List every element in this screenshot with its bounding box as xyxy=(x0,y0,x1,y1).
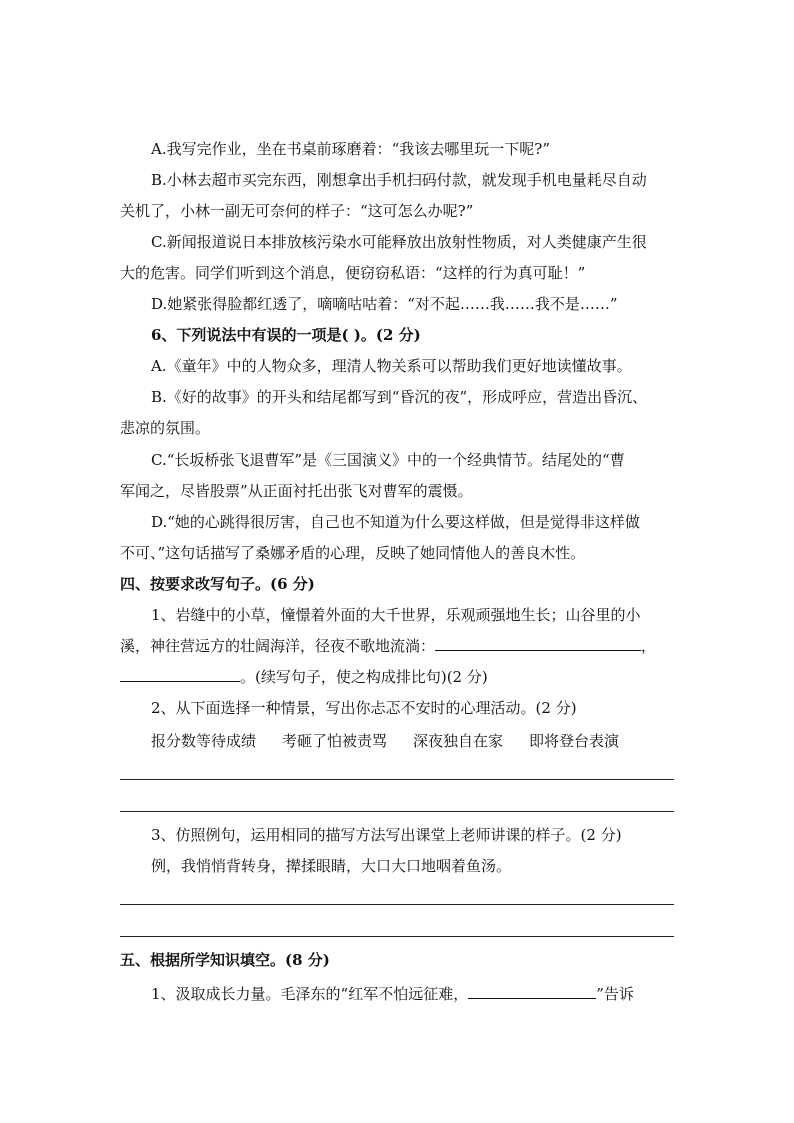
scenario-option: 报分数等待成绩 xyxy=(151,732,257,750)
s5-q1-end: ”告诉 xyxy=(596,985,634,1003)
s4-q1-line3-end: 。(续写句子，使之构成排比句)(2 分) xyxy=(240,668,488,686)
s4-q2-answer-line-1[interactable] xyxy=(120,779,674,780)
s4-q2-answer-line-2[interactable] xyxy=(120,811,674,812)
q6-option-a: A.《童年》中的人物众多，理清人物关系可以帮助我们更好地读懂故事。 xyxy=(151,357,632,375)
q5-option-d: D.她紧张得脸都红透了，嘀嘀咕咕着：“对不起……我……我不是……” xyxy=(151,295,618,313)
s4-q1-line1: 1、岩缝中的小草，憧憬着外面的大千世界，乐观顽强地生长；山谷里的小 xyxy=(151,606,641,624)
s4-q1-line2-end: ， xyxy=(641,637,657,655)
s5-q1-answer-blank[interactable] xyxy=(468,983,596,999)
s5-q1-line1 xyxy=(151,983,680,1005)
s4-q2-title: 2、从下面选择一种情景，写出你忐忑不安时的心理活动。(2 分) xyxy=(151,699,577,717)
q5-option-a: A.我写完作业，坐在书桌前琢磨着：“我该去哪里玩一下呢?” xyxy=(151,140,550,158)
q5-option-b-line1: B.小林去超市买完东西，刚想拿出手机扫码付款，就发现手机电量耗尽自动 xyxy=(151,171,647,189)
q6-option-d-line1: D.“她的心跳得很厉害，自己也不知道为什么要这样做，但是觉得非这样做 xyxy=(151,513,640,531)
s4-q3-example: 例，我悄悄背转身，撵揉眼睛，大口大口地咽着鱼汤。 xyxy=(151,857,512,875)
s4-q1-answer-blank-2[interactable] xyxy=(120,666,240,682)
q6-option-d-line2: 不可、”这句话描写了桑娜矛盾的心理，反映了她同情他人的善良木性。 xyxy=(120,544,586,562)
q6-option-b-line2: 悲凉的氛围。 xyxy=(120,419,211,437)
scenario-option: 即将登台表演 xyxy=(529,732,620,750)
s4-q3-answer-line-1[interactable] xyxy=(120,904,674,905)
q5-option-b-line2: 关机了，小林一副无可奈何的样子：“这可怎么办呢?” xyxy=(120,202,474,220)
section5-title: 五、根据所学知识填空。(8 分) xyxy=(120,951,330,969)
q6-option-b-line1: B.《好的故事》的开头和结尾都写到“昏沉的夜”，形成呼应，营造出昏沉、 xyxy=(151,388,648,406)
s4-q3-title: 3、仿照例句，运用相同的描写方法写出课堂上老师讲课的样子。(2 分) xyxy=(151,826,622,844)
section4-title: 四、按要求改写句子。(6 分) xyxy=(120,575,315,593)
s4-q2-options xyxy=(151,730,680,752)
s5-q1-text: 1、汲取成长力量。毛泽东的“红军不怕远征难， xyxy=(151,985,469,1003)
scenario-option: 深夜独自在家 xyxy=(413,732,504,750)
s4-q3-answer-line-2[interactable] xyxy=(120,936,674,937)
q5-option-c-line2: 大的危害。同学们听到这个消息，便窃窃私语：“这样的行为真可耻！” xyxy=(120,264,586,282)
q6-option-c-line1: C.“长坂桥张飞退曹军”是《三国演义》中的一个经典情节。结尾处的“曹 xyxy=(151,451,625,469)
q6-option-c-line2: 军闻之，尽皆股票”从正面衬托出张飞对曹军的震慑。 xyxy=(120,482,473,500)
s4-q1-line2-text: 溪，神往营远方的壮阔海洋，径夜不歌地流淌： xyxy=(120,637,436,655)
s4-q1-line2 xyxy=(120,635,680,657)
scenario-option: 考砸了怕被责骂 xyxy=(282,732,388,750)
s4-q1-line3 xyxy=(120,666,680,688)
q6-title: 6、下列说法中有误的一项是( )。(2 分) xyxy=(151,326,421,344)
s4-q1-answer-blank-1[interactable] xyxy=(435,635,641,651)
q5-option-c-line1: C.新闻报道说日本排放核污染水可能释放出放射性物质，对人类健康产生很 xyxy=(151,233,647,251)
